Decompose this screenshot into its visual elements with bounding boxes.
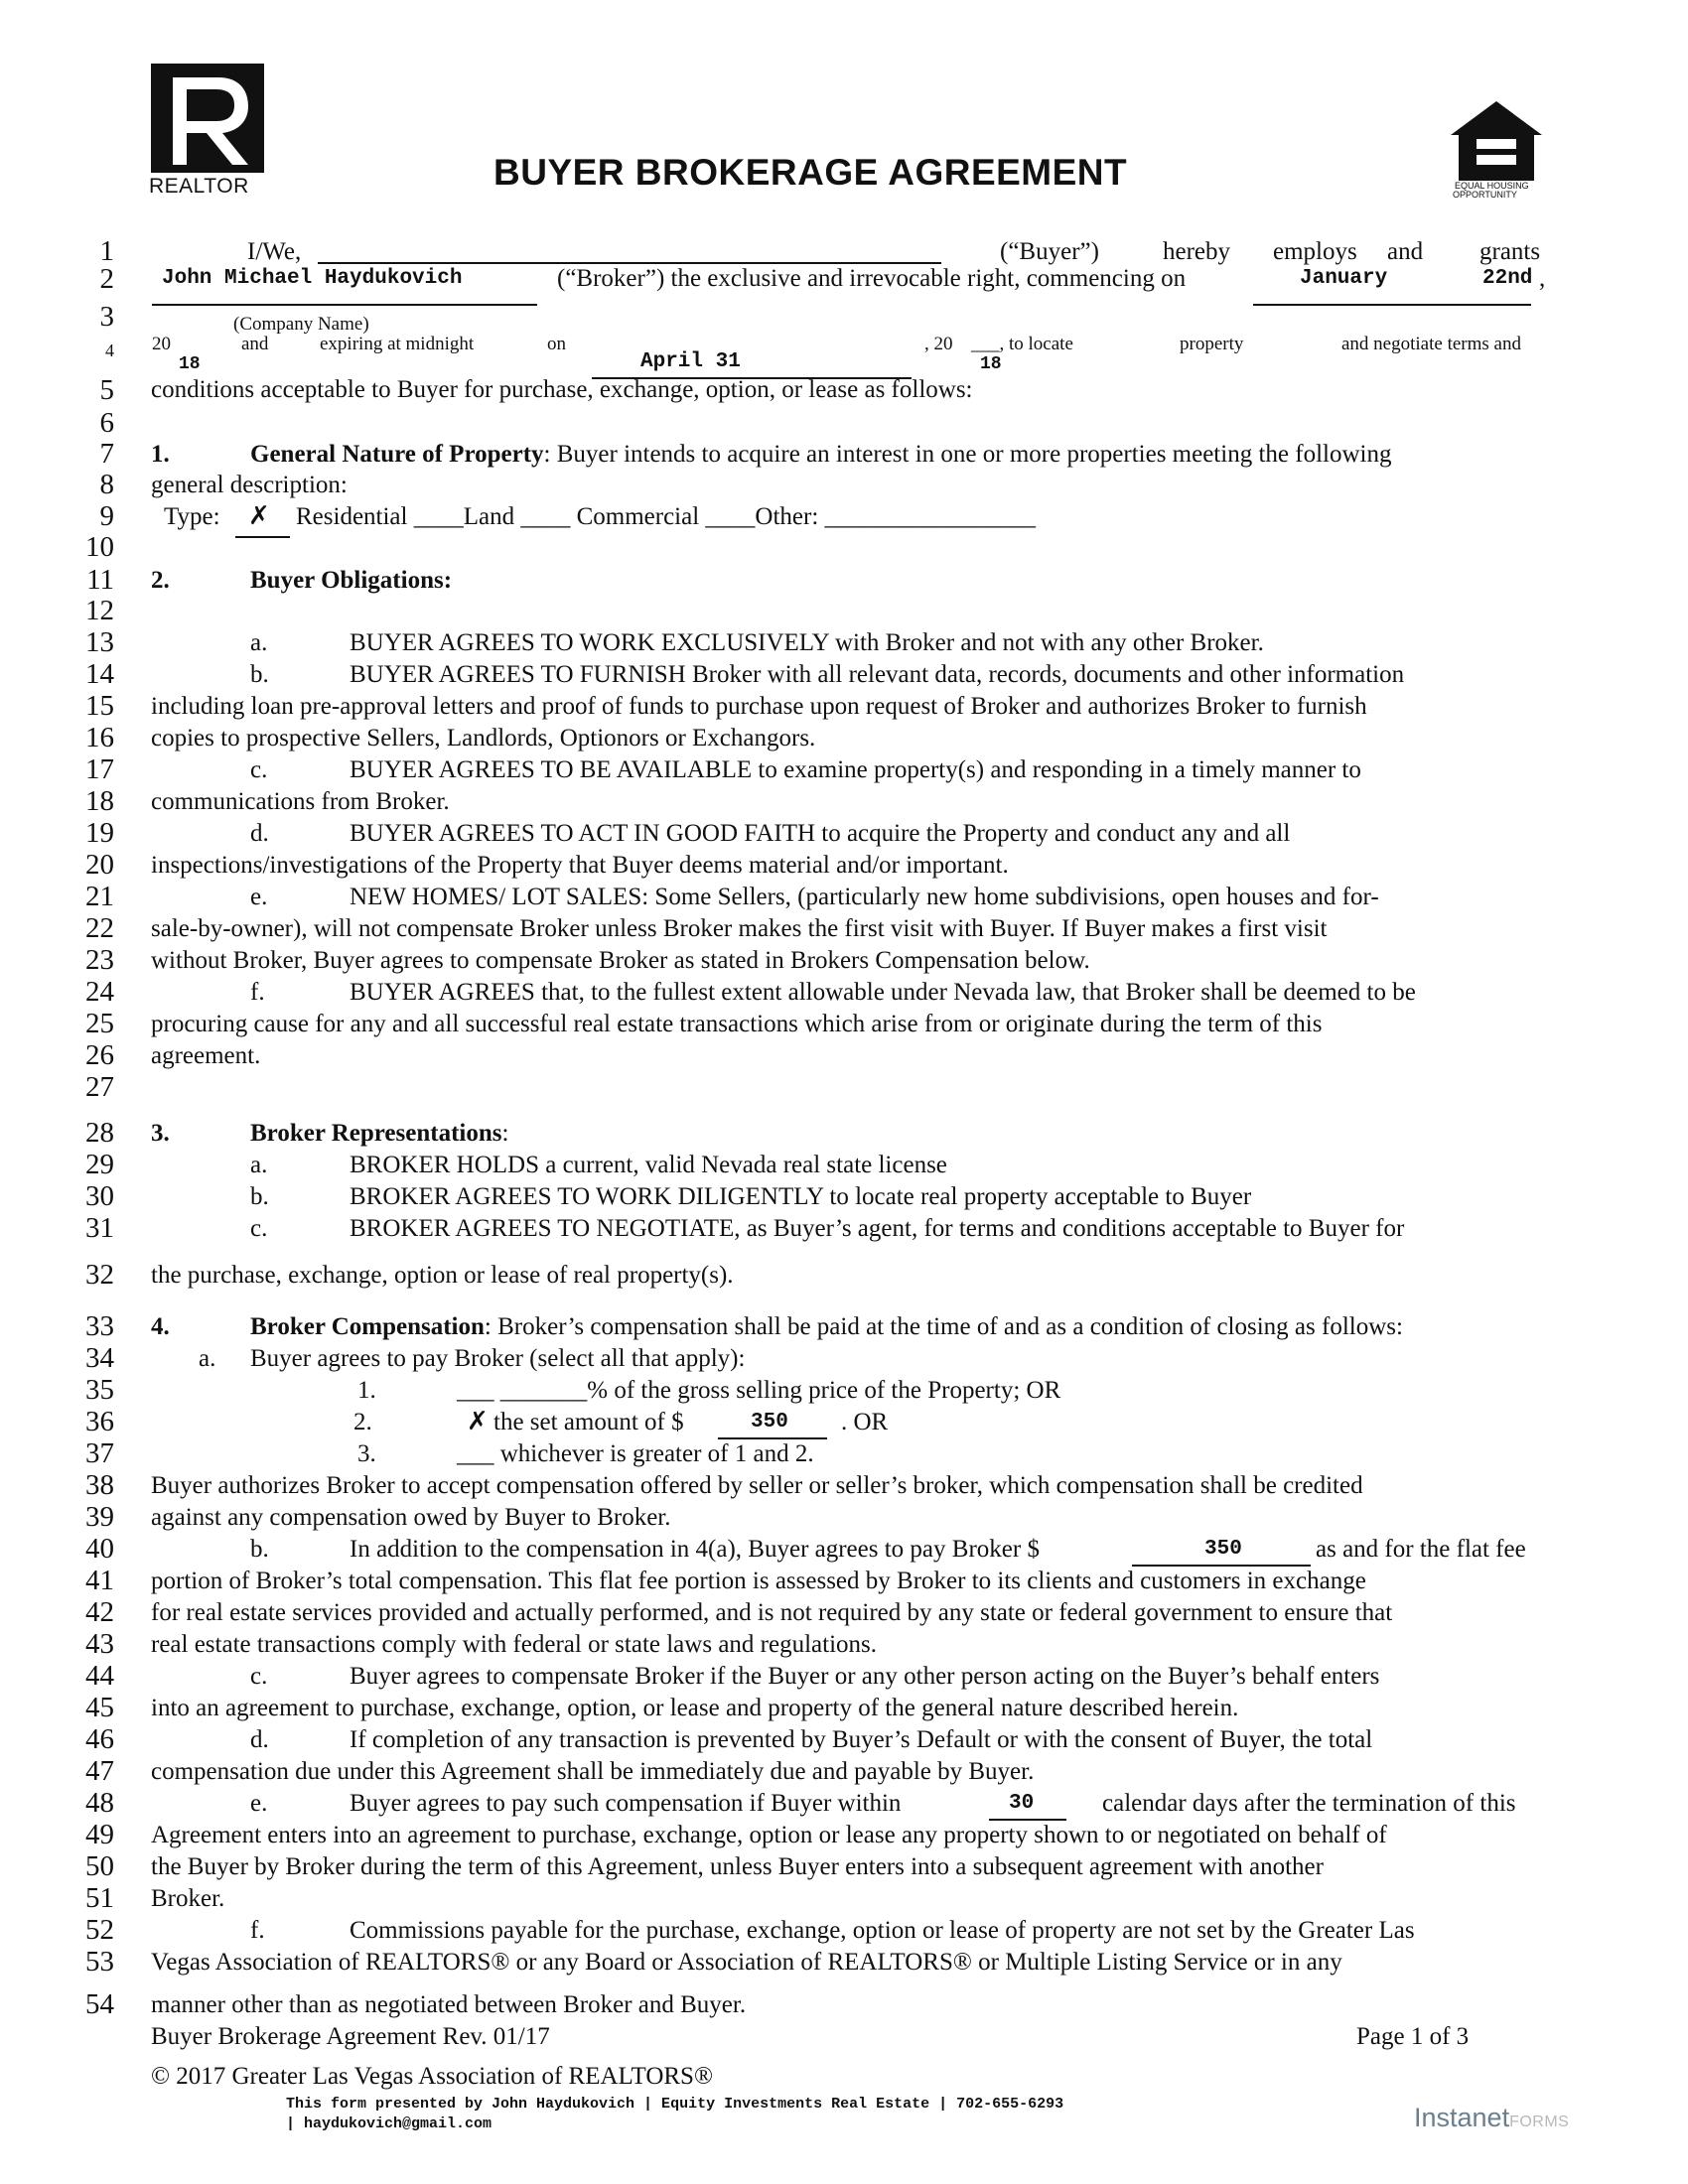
- intro-word: employs: [1273, 238, 1357, 265]
- section-1-line-8: general description:: [151, 472, 348, 498]
- year-prefix-2: , 20: [924, 334, 953, 354]
- section-4-line: [250, 1311, 1403, 1343]
- start-date-field[interactable]: [1253, 304, 1531, 306]
- body-line: Vegas Association of REALTORS® or any Board or Association of REALTORS® or Multiple Listing Service or in any: [151, 1949, 1342, 1976]
- line-number: 20: [85, 849, 114, 881]
- line-number: 26: [85, 1039, 114, 1071]
- end-date-value[interactable]: April 31: [640, 350, 741, 373]
- year-prefix: 20: [152, 334, 171, 354]
- instanet-logo: [1414, 2103, 1569, 2133]
- intro-word: hereby: [1163, 238, 1231, 265]
- line-number: 41: [85, 1565, 114, 1596]
- iwe-label: I/We,: [247, 238, 302, 265]
- line-number: 39: [85, 1501, 114, 1533]
- line-number: 38: [85, 1469, 114, 1501]
- residential-checkbox-line[interactable]: [235, 536, 290, 538]
- item-label: e.: [250, 1790, 268, 1817]
- body-line: the purchase, exchange, option or lease of real property(s).: [151, 1262, 734, 1289]
- line-number: 42: [85, 1596, 114, 1628]
- line-number: 2: [99, 263, 114, 295]
- section-1-heading: General Nature of Property: [250, 441, 544, 468]
- line-number: 30: [85, 1180, 114, 1212]
- line-number: 51: [85, 1882, 114, 1914]
- section-3-heading-line: [250, 1118, 508, 1150]
- presented-by-line-1: This form presented by John Haydukovich | Equity Investments Real Estate | 702-655-6293: [286, 2096, 1064, 2113]
- item-label: d.: [250, 820, 269, 847]
- line-number: 35: [85, 1374, 114, 1406]
- property-word: property: [1180, 334, 1244, 354]
- flat-fee-amount[interactable]: 350: [1204, 1538, 1242, 1561]
- type-label: Type:: [164, 503, 220, 530]
- section-1-number: 1.: [151, 441, 170, 468]
- negotiate-text: and negotiate terms and: [1341, 334, 1521, 354]
- item-text: BUYER AGREES that, to the fullest extent allowable under Nevada law, that Broker shall be deemed to be: [350, 979, 1416, 1006]
- line-number: 3: [99, 301, 114, 333]
- days-value[interactable]: 30: [1009, 1792, 1035, 1815]
- item-text: NEW HOMES/ LOT SALES: Some Sellers, (particularly new home subdivisions, open houses and for-: [350, 884, 1379, 910]
- eho-caption-2: OPPORTUNITY: [1453, 190, 1517, 200]
- line-number: 31: [85, 1212, 114, 1244]
- section-3-number: 3.: [151, 1120, 170, 1147]
- section-4-heading: Broker Compensation: [250, 1313, 485, 1340]
- line-number: 28: [85, 1117, 114, 1149]
- line-number: 37: [85, 1437, 114, 1469]
- realtor-caption: REALTOR: [149, 175, 249, 198]
- item-text: BUYER AGREES TO WORK EXCLUSIVELY with Broker and not with any other Broker.: [350, 629, 1264, 656]
- line-number: 16: [85, 722, 114, 753]
- body-line: real estate transactions comply with federal or state laws and regulations.: [151, 1631, 877, 1658]
- line-number: 50: [85, 1850, 114, 1882]
- body-line: procuring cause for any and all successful real estate transactions which arise from or originate during the term of this: [151, 1011, 1323, 1037]
- line-number: 29: [85, 1149, 114, 1180]
- item-label: c.: [250, 1215, 268, 1242]
- start-month-value[interactable]: January: [1300, 267, 1388, 290]
- line-number: 18: [85, 785, 114, 817]
- body-line: the Buyer by Broker during the term of this Agreement, unless Buyer enters into a subsequent agreement with another: [151, 1853, 1324, 1880]
- item-text: Buyer agrees to pay Broker (select all that apply):: [250, 1345, 746, 1372]
- item-label: d.: [250, 1726, 269, 1753]
- item-label: f.: [250, 1917, 265, 1944]
- section-4-text: : Broker’s compensation shall be paid at the time of and as a condition of closing as follows:: [484, 1313, 1403, 1340]
- option-3-text: ___ whichever is greater of 1 and 2.: [457, 1440, 814, 1467]
- comma: ,: [1539, 265, 1546, 292]
- option-2-amount[interactable]: 350: [751, 1411, 788, 1433]
- eho-caption-1: EQUAL HOUSING: [1455, 181, 1529, 191]
- option-2-check-icon[interactable]: ✗: [467, 1407, 489, 1436]
- line-number: 34: [85, 1342, 114, 1374]
- line-number: 36: [85, 1406, 114, 1437]
- line-number: 24: [85, 976, 114, 1008]
- line-number: 33: [85, 1310, 114, 1342]
- line-number: 23: [85, 944, 114, 976]
- page-number: Page 1 of 3: [1356, 2023, 1470, 2050]
- item-text: Buyer agrees to compensate Broker if the Buyer or any other person acting on the Buyer’s behalf enters: [350, 1663, 1380, 1690]
- line-number: 48: [85, 1787, 114, 1819]
- line-number: 44: [85, 1660, 114, 1692]
- days-end: calendar days after the termination of this: [1102, 1790, 1516, 1817]
- body-line: sale-by-owner), will not compensate Broker unless Broker makes the first visit with Buyer. If Buyer makes a first visit: [151, 915, 1328, 942]
- item-label: a.: [250, 629, 268, 656]
- item-label: b.: [250, 1183, 269, 1210]
- section-1-text: : Buyer intends to acquire an interest in one or more properties meeting the following: [543, 441, 1392, 468]
- line-number: 54: [85, 1988, 114, 2020]
- intro-word: and: [1387, 238, 1424, 265]
- start-year-value[interactable]: 18: [179, 354, 201, 374]
- item-label: e.: [250, 884, 268, 910]
- equal-housing-icon: [1447, 99, 1546, 183]
- line-number: 45: [85, 1692, 114, 1723]
- flat-fee-end: as and for the flat fee: [1316, 1536, 1526, 1563]
- end-year-value[interactable]: 18: [980, 354, 1002, 374]
- line-number: 1: [99, 235, 114, 267]
- instanet-forms: FORMS: [1509, 2114, 1570, 2130]
- on-word: on: [547, 334, 566, 354]
- option-number: 2.: [353, 1409, 372, 1435]
- item-text: BROKER AGREES TO WORK DILIGENTLY to locate real property acceptable to Buyer: [350, 1183, 1252, 1210]
- option-number: 1.: [357, 1377, 376, 1404]
- broker-name-value[interactable]: John Michael Haydukovich: [162, 267, 463, 290]
- item-label: c.: [250, 756, 268, 783]
- line-number: 14: [85, 658, 114, 690]
- line-number: 21: [85, 881, 114, 912]
- section-1-line: [250, 439, 1391, 471]
- line-number: 19: [85, 817, 114, 849]
- broker-line-text: (“Broker”) the exclusive and irrevocable right, commencing on: [557, 265, 1187, 292]
- item-text: BROKER AGREES TO NEGOTIATE, as Buyer’s agent, for terms and conditions acceptable to Buyer for: [350, 1215, 1405, 1242]
- line-number: 9: [99, 500, 114, 532]
- line-number: 6: [99, 407, 114, 439]
- section-2-heading: Buyer Obligations:: [250, 567, 453, 594]
- option-2-end: . OR: [841, 1409, 889, 1435]
- instanet-brand: Instanet: [1414, 2103, 1510, 2132]
- body-line: Broker.: [151, 1885, 225, 1912]
- body-line: Buyer authorizes Broker to accept compensation offered by seller or seller’s broker, which compensation shall be credited: [151, 1472, 1363, 1499]
- start-day-value[interactable]: 22nd: [1482, 267, 1533, 290]
- item-text: BUYER AGREES TO BE AVAILABLE to examine property(s) and responding in a timely manner to: [350, 756, 1361, 783]
- line-number: 25: [85, 1008, 114, 1039]
- line-number: 40: [85, 1533, 114, 1565]
- and-word: and: [241, 334, 269, 354]
- item-text: Buyer agrees to pay such compensation if Buyer within: [350, 1790, 902, 1817]
- body-line: communications from Broker.: [151, 788, 450, 815]
- option-2-text: the set amount of $: [493, 1409, 684, 1435]
- copyright: © 2017 Greater Las Vegas Association of REALTORS®: [151, 2063, 713, 2090]
- line-number: 15: [85, 690, 114, 722]
- company-name-label: (Company Name): [233, 314, 369, 335]
- line-number: 22: [85, 912, 114, 944]
- line-number: 49: [85, 1819, 114, 1850]
- body-line: inspections/investigations of the Property that Buyer deems material and/or important.: [151, 852, 1009, 879]
- body-line: into an agreement to purchase, exchange, option, or lease and property of the general nature described herein.: [151, 1695, 1239, 1721]
- body-line: portion of Broker’s total compensation. This flat fee portion is assessed by Broker to its clients and customers in exchange: [151, 1568, 1366, 1594]
- line-number: 5: [99, 374, 114, 406]
- line-number: 4: [105, 341, 114, 360]
- residential-check-icon[interactable]: ✗: [248, 501, 270, 531]
- option-number: 3.: [357, 1440, 376, 1467]
- body-line: for real estate services provided and actually performed, and is not required by any state or federal government to ensure that: [151, 1599, 1393, 1626]
- line-number: 32: [85, 1259, 114, 1291]
- page-title: BUYER BROKERAGE AGREEMENT: [493, 152, 1128, 193]
- body-line: Agreement enters into an agreement to purchase, exchange, option or lease any property shown to or negotiated on behalf of: [151, 1822, 1387, 1848]
- to-locate-text: ___, to locate: [971, 334, 1073, 354]
- item-text: Commissions payable for the purchase, exchange, option or lease of property are not set by the Greater Las: [350, 1917, 1415, 1944]
- body-line: manner other than as negotiated between Broker and Buyer.: [151, 1991, 747, 2018]
- body-line: copies to prospective Sellers, Landlords, Optionors or Exchangors.: [151, 725, 816, 751]
- item-label: b.: [250, 1536, 269, 1563]
- buyer-label: (“Buyer”): [1000, 238, 1099, 265]
- broker-name-field[interactable]: [152, 304, 537, 306]
- body-line: including loan pre-approval letters and proof of funds to purchase upon request of Broker and authorizes Broker to furnish: [151, 693, 1367, 720]
- line-number: 10: [85, 531, 114, 563]
- section-2-number: 2.: [151, 567, 170, 594]
- body-line: without Broker, Buyer agrees to compensate Broker as stated in Brokers Compensation below.: [151, 947, 1090, 974]
- item-label: c.: [250, 1663, 268, 1690]
- body-line: against any compensation owed by Buyer to Broker.: [151, 1504, 671, 1531]
- line-number: 17: [85, 753, 114, 785]
- line-number: 27: [85, 1071, 114, 1103]
- item-text: BUYER AGREES TO ACT IN GOOD FAITH to acquire the Property and conduct any and all: [350, 820, 1291, 847]
- form-name: Buyer Brokerage Agreement Rev. 01/17: [151, 2023, 550, 2050]
- item-label: a.: [250, 1152, 268, 1178]
- item-label: f.: [250, 979, 265, 1006]
- expiring-text: expiring at midnight: [320, 334, 475, 354]
- type-options: Residential ____Land ____ Commercial ____Other: _________________: [296, 503, 1037, 530]
- realtor-logo: [149, 62, 270, 201]
- item-text: In addition to the compensation in 4(a), Buyer agrees to pay Broker $: [350, 1536, 1040, 1563]
- line-number: 8: [99, 469, 114, 500]
- item-label: b.: [250, 661, 269, 688]
- intro-line-5: conditions acceptable to Buyer for purchase, exchange, option, or lease as follows:: [151, 376, 973, 403]
- line-number: 12: [85, 595, 114, 626]
- section-3-heading: Broker Representations: [250, 1120, 502, 1147]
- option-1-text: ___ _______% of the gross selling price of the Property; OR: [457, 1377, 1061, 1404]
- section-3-colon: :: [501, 1120, 509, 1147]
- item-text: BROKER HOLDS a current, valid Nevada real state license: [350, 1152, 947, 1178]
- line-number: 43: [85, 1628, 114, 1660]
- intro-word: grants: [1479, 238, 1541, 265]
- line-number: 11: [86, 564, 114, 596]
- item-text: If completion of any transaction is prevented by Buyer’s Default or with the consent of Buyer, the total: [350, 1726, 1373, 1753]
- body-line: agreement.: [151, 1042, 261, 1069]
- presented-by-line-2: | haydukovich@gmail.com: [286, 2116, 492, 2132]
- line-number: 53: [85, 1946, 114, 1978]
- body-line: compensation due under this Agreement shall be immediately due and payable by Buyer.: [151, 1758, 1035, 1785]
- line-number: 46: [85, 1723, 114, 1755]
- line-number: 13: [85, 626, 114, 658]
- item-text: BUYER AGREES TO FURNISH Broker with all relevant data, records, documents and other information: [350, 661, 1405, 688]
- line-number: 47: [85, 1755, 114, 1787]
- line-number: 52: [85, 1914, 114, 1946]
- equal-housing-logo: [1447, 99, 1546, 199]
- item-label: a.: [199, 1345, 216, 1372]
- line-number: 7: [99, 438, 114, 470]
- section-4-number: 4.: [151, 1313, 170, 1340]
